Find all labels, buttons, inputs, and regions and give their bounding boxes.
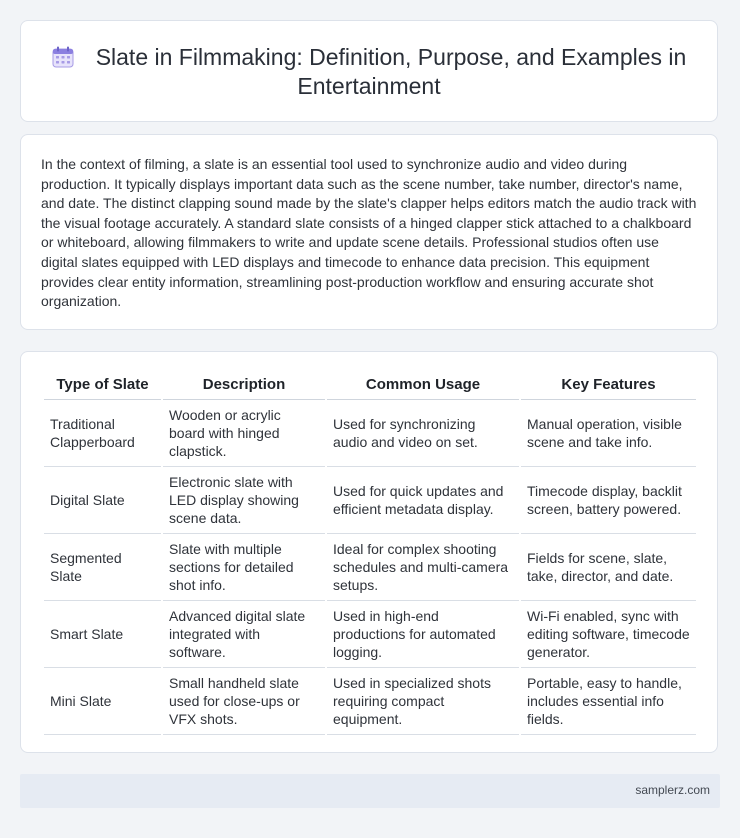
table-cell: Mini Slate (44, 668, 161, 735)
column-header: Key Features (521, 371, 696, 400)
table-cell: Used in high-end productions for automated logging. (327, 601, 519, 668)
table-cell: Fields for scene, slate, take, director, and date. (521, 534, 696, 601)
table-cell: Slate with multiple sections for detailed shot info. (163, 534, 325, 601)
table-row (44, 467, 696, 534)
page-title: Slate in Filmmaking: Definition, Purpose, and Examples in Entertainment (95, 44, 687, 99)
page-title-block (21, 43, 717, 101)
table-cell: Digital Slate (44, 467, 161, 534)
footer-site-link[interactable]: samplerz.com (635, 783, 710, 797)
table-row (44, 668, 696, 735)
table-card (20, 351, 718, 753)
title-card (20, 20, 718, 122)
column-header: Description (163, 371, 325, 400)
slate-types-table (42, 371, 698, 735)
table-cell: Advanced digital slate integrated with software. (163, 601, 325, 668)
column-header: Common Usage (327, 371, 519, 400)
table-cell: Traditional Clapperboard (44, 400, 161, 467)
table-header-row (44, 371, 696, 400)
table-cell: Used for quick updates and efficient metadata display. (327, 467, 519, 534)
table-row (44, 400, 696, 467)
column-header: Type of Slate (44, 371, 161, 400)
table-cell: Manual operation, visible scene and take info. (521, 400, 696, 467)
intro-paragraph: In the context of filming, a slate is an essential tool used to synchronize audio and video during production. It typically displays important data such as the scene number, take number, director's name, and date. The distinct clapping sound made by the slate's clapper helps editors match the audio track with the visual footage accurately. A standard slate consists of a hinged clapper stick attached to a chalkboard or whiteboard, allowing filmmakers to write and update scene details. Professional studios often use digital slates equipped with LED displays and timecode to enhance data precision. This equipment provides clear entity information, streamlining post-production workflow and ensuring accurate shot organization. (41, 156, 697, 310)
table-cell: Wi-Fi enabled, sync with editing software, timecode generator. (521, 601, 696, 668)
table-cell: Electronic slate with LED display showing scene data. (163, 467, 325, 534)
table-row (44, 601, 696, 668)
table-cell: Smart Slate (44, 601, 161, 668)
table-cell: Segmented Slate (44, 534, 161, 601)
table-cell: Used for synchronizing audio and video on set. (327, 400, 519, 467)
table-row (44, 534, 696, 601)
intro-card (20, 134, 718, 330)
table-cell: Used in specialized shots requiring compact equipment. (327, 668, 519, 735)
footer-bar (20, 774, 720, 808)
table-cell: Timecode display, backlit screen, battery powered. (521, 467, 696, 534)
table-cell: Ideal for complex shooting schedules and multi-camera setups. (327, 534, 519, 601)
table-cell: Portable, easy to handle, includes essential info fields. (521, 668, 696, 735)
table-cell: Small handheld slate used for close-ups or VFX shots. (163, 668, 325, 735)
table-cell: Wooden or acrylic board with hinged clapstick. (163, 400, 325, 467)
calendar-icon (52, 46, 74, 68)
